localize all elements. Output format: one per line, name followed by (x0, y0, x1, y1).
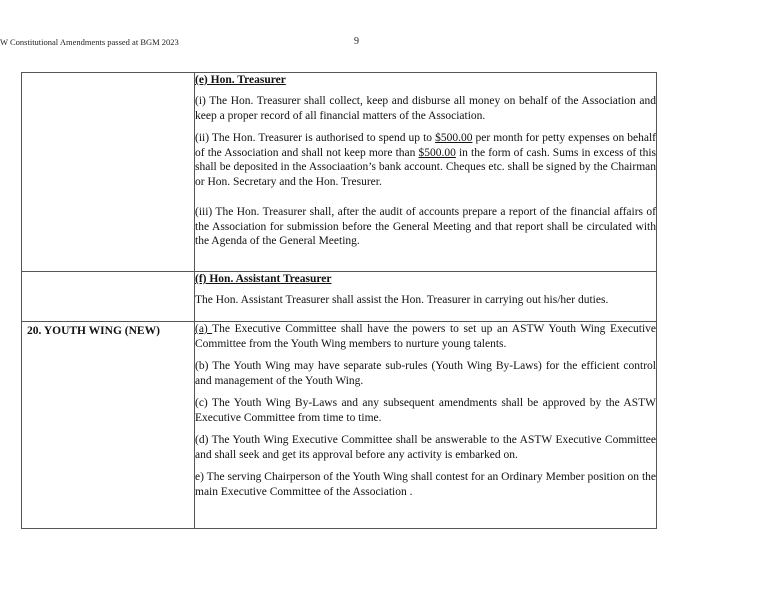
paragraph: (iii) The Hon. Treasurer shall, after the audit of accounts prepare a report of the financial affairs of the Association for submission before the General Meeting and that report shall be circulated with the Agenda of the General Meeting. (195, 206, 656, 247)
assistant-treasurer-cell (195, 272, 657, 322)
heading-cell (22, 322, 195, 529)
youth-wing-cell (195, 322, 657, 529)
section-title-treasurer: (e) Hon. Treasurer (195, 74, 286, 86)
text-run: in the form of cash. Sums in excess of this shall be deposited in the Associaation’s bank account. Cheques etc. shall be signed by the Chairman or Hon. Secretary and the Hon. Tresurer. (195, 146, 656, 188)
section-heading-youth-wing: 20. YOUTH WING (NEW) (27, 325, 160, 337)
treasurer-cell (195, 73, 657, 272)
text-run: (ii) The Hon. Treasurer is authorised to spend up to (195, 132, 436, 144)
empty-cell (22, 272, 195, 322)
paragraph: (b) The Youth Wing may have separate sub-rules (Youth Wing By-Laws) for the efficient control and management of the Youth Wing. (195, 360, 656, 387)
paragraph: (c) The Youth Wing By-Laws and any subsequent amendments shall be approved by the ASTW Executive Committee from time to time. (195, 397, 656, 424)
running-header: W Constitutional Amendments passed at BGM 2023 (0, 37, 179, 47)
paragraph: (d) The Youth Wing Executive Committee shall be answerable to the ASTW Executive Committee and shall seek and get its approval before any activity is embarked on. (195, 434, 656, 461)
paragraph: e) The serving Chairperson of the Youth Wing shall contest for an Ordinary Member position on the main Executive Committee of the Association . (195, 471, 656, 498)
item-label: (a) (195, 323, 213, 335)
empty-cell (22, 73, 195, 272)
text-run: The Executive Committee shall have the powers to set up an ASTW Youth Wing Executive Committee from the Youth Wing members to nurture young talents. (195, 323, 656, 350)
amount: $500.00 (418, 146, 456, 159)
table-row (22, 272, 657, 322)
text-run: per month for petty expenses on behalf of the Association and shall not keep more than (195, 132, 656, 159)
table-row (22, 322, 657, 529)
constitution-table (21, 72, 657, 529)
section-title-assistant-treasurer: (f) Hon. Assistant Treasurer (195, 273, 332, 285)
amount: $500.00 (435, 132, 473, 144)
paragraph (195, 131, 656, 189)
paragraph (195, 322, 656, 351)
table-row (22, 73, 657, 272)
paragraph: The Hon. Assistant Treasurer shall assist the Hon. Treasurer in carrying out his/her duties. (195, 294, 609, 306)
page-number: 9 (354, 36, 359, 47)
paragraph: (i) The Hon. Treasurer shall collect, keep and disburse all money on behalf of the Association and keep a proper record of all financial matters of the Association. (195, 95, 656, 122)
